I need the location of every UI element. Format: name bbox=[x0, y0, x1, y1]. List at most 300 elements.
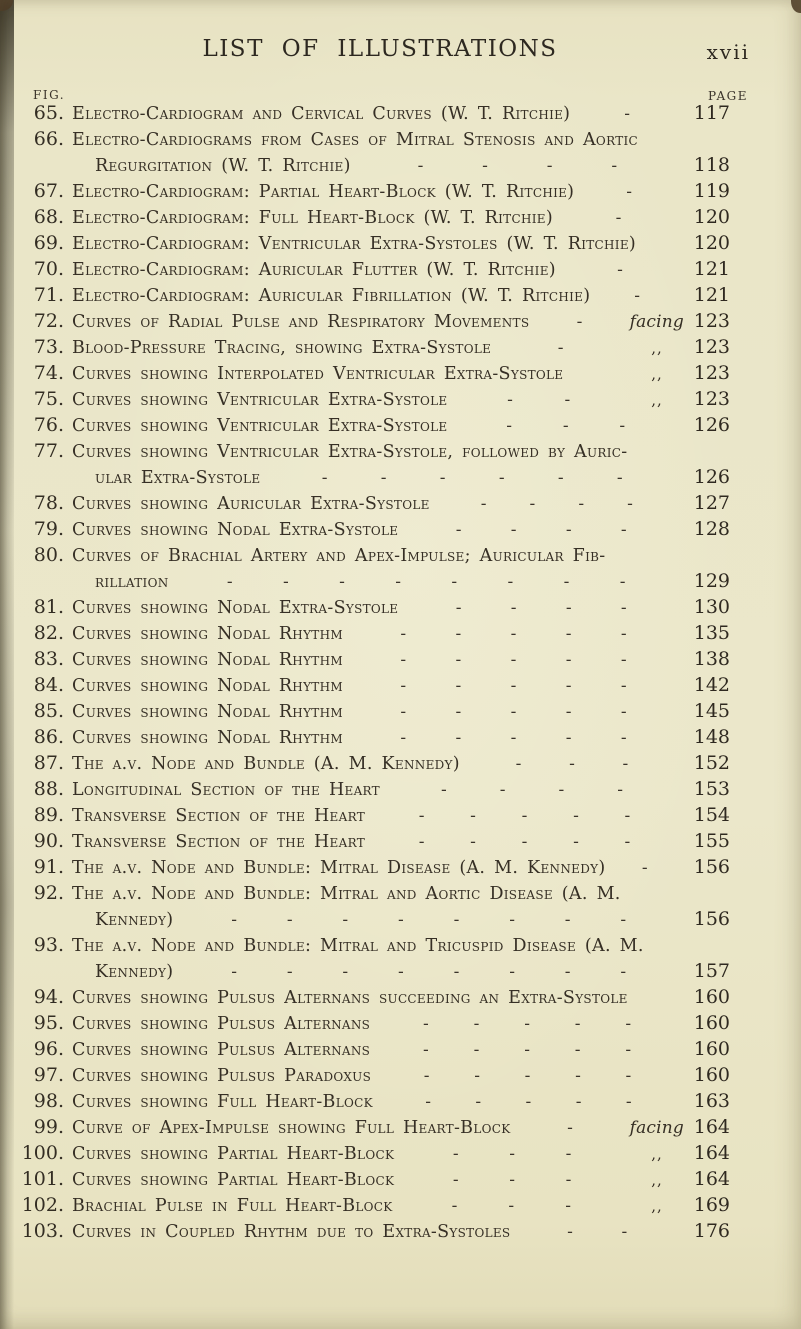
top-left-corner-mark bbox=[0, 0, 13, 11]
entry-title: Electro-Cardiogram: Full Heart-Block (W. T. Ritchie) bbox=[72, 208, 553, 228]
leader-dash: - bbox=[573, 832, 579, 852]
leader-dashes bbox=[351, 624, 676, 644]
toc-row bbox=[0, 960, 730, 986]
leader-dash: - bbox=[575, 1066, 581, 1086]
leader-dash: - bbox=[617, 260, 623, 280]
leader-dash: - bbox=[521, 832, 528, 852]
leader-dash: - bbox=[558, 780, 565, 800]
page-ref: 128 bbox=[693, 518, 730, 540]
entry-number: 83. bbox=[33, 648, 64, 670]
page-ref: 126 bbox=[693, 466, 730, 488]
leader-dash: - bbox=[625, 1040, 632, 1060]
leader-dash: - bbox=[455, 676, 462, 696]
entry-number: 101. bbox=[21, 1168, 64, 1190]
leader-dashes bbox=[406, 520, 676, 540]
toc-row bbox=[0, 908, 730, 934]
page-ref: 120 bbox=[693, 232, 730, 254]
leader-dash: - bbox=[423, 1066, 430, 1086]
entry-title: Curves showing Nodal Rhythm bbox=[72, 650, 343, 670]
entry-number: 82. bbox=[33, 622, 64, 644]
page-ref: 148 bbox=[693, 726, 730, 748]
entry-title: Curves showing Nodal Rhythm bbox=[72, 624, 343, 644]
leader-dashes bbox=[406, 598, 676, 618]
leader-dash: - bbox=[578, 494, 585, 514]
leader-dash: - bbox=[620, 962, 627, 982]
leader-dash: - bbox=[510, 650, 517, 670]
page-ref: 123 bbox=[693, 388, 730, 410]
entry-title: Kennedy) bbox=[95, 962, 174, 982]
leader-dash: - bbox=[564, 910, 571, 930]
page-ref: 156 bbox=[693, 856, 730, 878]
leader-dash: - bbox=[565, 1196, 571, 1216]
leader-dash: - bbox=[499, 780, 506, 800]
page-ref: 176 bbox=[693, 1220, 730, 1242]
page-ref: 160 bbox=[693, 1064, 730, 1086]
leader-dash: - bbox=[400, 728, 407, 748]
page-ref: 129 bbox=[693, 570, 730, 592]
leader-dash: - bbox=[619, 572, 626, 592]
page-ref: 123 bbox=[693, 362, 730, 384]
page-ref: 138 bbox=[693, 648, 730, 670]
toc-row bbox=[0, 336, 730, 362]
leader-dash: - bbox=[624, 806, 631, 826]
entry-number: 84. bbox=[33, 674, 64, 696]
illustration-list bbox=[0, 102, 801, 1246]
leader-dashes bbox=[268, 468, 676, 488]
leader-dash: - bbox=[482, 156, 488, 176]
entry-number: 95. bbox=[33, 1012, 64, 1034]
leader-dash: - bbox=[510, 624, 517, 644]
leader-dash: - bbox=[453, 962, 460, 982]
leader-dash: - bbox=[380, 468, 387, 488]
toc-row bbox=[0, 986, 730, 1012]
entry-title: Curves showing Nodal Rhythm bbox=[72, 702, 343, 722]
page-ref: 135 bbox=[693, 622, 730, 644]
page-ref: 142 bbox=[693, 674, 730, 696]
leader-dash: - bbox=[626, 182, 633, 202]
leader-dash: - bbox=[620, 702, 627, 722]
entry-title: The a.v. Node and Bundle: Mitral and Aortic Disease (A. M. bbox=[72, 884, 621, 904]
ditto-mark: ,, bbox=[651, 1197, 663, 1215]
leader-dash: - bbox=[524, 1040, 530, 1060]
leader-dash: - bbox=[452, 1144, 459, 1164]
leader-dashes bbox=[402, 1170, 622, 1190]
entry-number: 72. bbox=[33, 310, 64, 332]
toc-row bbox=[0, 752, 730, 778]
leader-dash: - bbox=[451, 572, 458, 592]
leader-dash: - bbox=[455, 624, 462, 644]
entry-title: The a.v. Node and Bundle: Mitral and Tricuspid Disease (A. M. bbox=[72, 936, 644, 956]
entry-number: 77. bbox=[33, 440, 64, 462]
entry-title: Curves showing Nodal Rhythm bbox=[72, 728, 343, 748]
entry-title: Curve of Apex-Impulse showing Full Heart-Block bbox=[72, 1118, 511, 1138]
toc-row bbox=[0, 1116, 730, 1142]
leader-dash: - bbox=[423, 1040, 429, 1060]
leader-dash: - bbox=[395, 572, 402, 592]
leader-dash: - bbox=[507, 572, 514, 592]
leader-dash: - bbox=[565, 702, 572, 722]
folio-page-number: xvii bbox=[706, 40, 750, 64]
entry-title: Curves showing Pulsus Alternans bbox=[72, 1040, 371, 1060]
leader-dash: - bbox=[439, 468, 446, 488]
entry-title: Electro-Cardiograms from Cases of Mitral Stenosis and Aortic bbox=[72, 130, 639, 150]
leader-dash: - bbox=[425, 1092, 432, 1112]
leader-dash: - bbox=[510, 702, 517, 722]
entry-title: Curves showing Full Heart-Block bbox=[72, 1092, 373, 1112]
leader-dash: - bbox=[509, 1144, 515, 1164]
leader-dashes bbox=[381, 1092, 676, 1112]
entry-title: Electro-Cardiogram: Auricular Fibrillation (W. T. Ritchie) bbox=[72, 286, 591, 306]
entry-number: 65. bbox=[33, 102, 64, 124]
toc-row bbox=[0, 648, 730, 674]
leader-dash: - bbox=[619, 416, 626, 436]
toc-row bbox=[0, 856, 730, 882]
toc-row bbox=[0, 1038, 730, 1064]
page-ref: 145 bbox=[693, 700, 730, 722]
entry-title: Curves of Radial Pulse and Respiratory Movements bbox=[72, 312, 530, 332]
facing-label: facing bbox=[629, 1118, 684, 1138]
leader-dashes bbox=[401, 1196, 622, 1216]
toc-row bbox=[0, 258, 730, 284]
toc-row bbox=[0, 544, 730, 570]
leader-dashes bbox=[351, 728, 676, 748]
toc-row bbox=[0, 778, 730, 804]
leader-dashes bbox=[373, 806, 676, 826]
leader-dashes bbox=[537, 312, 621, 332]
entry-title: Electro-Cardiogram and Cervical Curves (W. T. Ritchie) bbox=[72, 104, 571, 124]
leader-dash: - bbox=[627, 494, 633, 514]
entry-number: 102. bbox=[21, 1194, 64, 1216]
toc-row bbox=[0, 206, 730, 232]
entry-number: 99. bbox=[33, 1116, 64, 1138]
page-ref: 118 bbox=[693, 154, 730, 176]
leader-dash: - bbox=[620, 910, 627, 930]
page-ref: 169 bbox=[693, 1194, 730, 1216]
page-ref: 160 bbox=[693, 1038, 730, 1060]
leader-dash: - bbox=[510, 598, 517, 618]
entry-number: 66. bbox=[33, 128, 64, 150]
toc-row bbox=[0, 102, 730, 128]
entry-number: 73. bbox=[33, 336, 64, 358]
facing-label: facing bbox=[629, 312, 684, 332]
leader-dashes bbox=[468, 754, 676, 774]
leader-dash: - bbox=[509, 910, 515, 930]
ditto-mark: ,, bbox=[651, 1171, 663, 1189]
leader-dash: - bbox=[565, 1170, 572, 1190]
page-title: LIST OF ILLUSTRATIONS bbox=[202, 36, 558, 62]
entry-number: 79. bbox=[33, 518, 64, 540]
leader-dash: - bbox=[400, 650, 407, 670]
leader-dash: - bbox=[506, 416, 512, 436]
leader-dash: - bbox=[625, 1014, 632, 1034]
page-ref: 164 bbox=[693, 1168, 730, 1190]
toc-row bbox=[0, 492, 730, 518]
entry-title: The a.v. Node and Bundle (A. M. Kennedy) bbox=[72, 754, 460, 774]
entry-title: Regurgitation (W. T. Ritchie) bbox=[95, 156, 351, 176]
entry-title: Brachial Pulse in Full Heart-Block bbox=[72, 1196, 393, 1216]
entry-title: Curves showing Nodal Rhythm bbox=[72, 676, 343, 696]
entry-title: Transverse Section of the Heart bbox=[72, 832, 366, 852]
leader-dash: - bbox=[524, 1014, 530, 1034]
page-ref: 163 bbox=[693, 1090, 730, 1112]
page-ref: 164 bbox=[693, 1116, 730, 1138]
entry-title: Curves showing Partial Heart-Block bbox=[72, 1170, 395, 1190]
leader-dash: - bbox=[620, 728, 627, 748]
page-ref: 160 bbox=[693, 1012, 730, 1034]
entry-number: 94. bbox=[33, 986, 64, 1008]
leader-dash: - bbox=[480, 494, 487, 514]
leader-dash: - bbox=[455, 598, 462, 618]
toc-row bbox=[0, 232, 730, 258]
leader-dash: - bbox=[474, 1066, 480, 1086]
leader-dash: - bbox=[510, 728, 517, 748]
page-ref: 153 bbox=[693, 778, 730, 800]
leader-dash: - bbox=[418, 806, 425, 826]
leader-dashes bbox=[518, 1222, 676, 1242]
page-ref: 157 bbox=[693, 960, 730, 982]
leader-dash: - bbox=[624, 104, 631, 124]
page-ref: 152 bbox=[693, 752, 730, 774]
leader-dash: - bbox=[321, 468, 328, 488]
leader-dash: - bbox=[452, 1170, 459, 1190]
toc-row bbox=[0, 830, 730, 856]
toc-row bbox=[0, 518, 730, 544]
leader-dash: - bbox=[565, 598, 572, 618]
leader-dashes bbox=[351, 676, 676, 696]
leader-dashes bbox=[351, 702, 676, 722]
leader-dash: - bbox=[573, 806, 579, 826]
entry-number: 85. bbox=[33, 700, 64, 722]
leader-dash: - bbox=[398, 910, 404, 930]
leader-dashes bbox=[351, 650, 676, 670]
entry-title: Curves showing Pulsus Paradoxus bbox=[72, 1066, 372, 1086]
entry-number: 103. bbox=[21, 1220, 64, 1242]
entry-title: Electro-Cardiogram: Partial Heart-Block (W. T. Ritchie) bbox=[72, 182, 575, 202]
leader-dash: - bbox=[509, 962, 515, 982]
leader-dash: - bbox=[342, 962, 349, 982]
entry-number: 67. bbox=[33, 180, 64, 202]
leader-dash: - bbox=[565, 1144, 572, 1164]
entry-title: Curves showing Ventricular Extra-Systole bbox=[72, 390, 448, 410]
entry-title: Blood-Pressure Tracing, showing Extra-Systole bbox=[72, 338, 492, 358]
leader-dash: - bbox=[567, 1222, 573, 1242]
entry-title: Curves showing Partial Heart-Block bbox=[72, 1144, 395, 1164]
leader-dash: - bbox=[565, 650, 572, 670]
leader-dash: - bbox=[624, 832, 631, 852]
toc-row bbox=[0, 622, 730, 648]
entry-number: 71. bbox=[33, 284, 64, 306]
entry-number: 69. bbox=[33, 232, 64, 254]
leader-dashes bbox=[613, 858, 676, 878]
entry-number: 80. bbox=[33, 544, 64, 566]
entry-number: 97. bbox=[33, 1064, 64, 1086]
page-ref: 117 bbox=[693, 102, 730, 124]
entry-title: rillation bbox=[95, 572, 169, 592]
entry-number: 75. bbox=[33, 388, 64, 410]
leader-dashes bbox=[438, 494, 676, 514]
leader-dash: - bbox=[620, 650, 627, 670]
entry-title: Kennedy) bbox=[95, 910, 174, 930]
leader-dash: - bbox=[451, 1196, 458, 1216]
leader-dash: - bbox=[565, 624, 572, 644]
toc-row bbox=[0, 1220, 730, 1246]
entry-number: 81. bbox=[33, 596, 64, 618]
leader-dash: - bbox=[283, 572, 289, 592]
leader-dash: - bbox=[231, 910, 237, 930]
leader-dash: - bbox=[231, 962, 237, 982]
entry-number: 91. bbox=[33, 856, 64, 878]
leader-dash: - bbox=[576, 312, 583, 332]
leader-dashes bbox=[181, 962, 676, 982]
entry-number: 68. bbox=[33, 206, 64, 228]
toc-row bbox=[0, 1194, 730, 1220]
leader-dashes bbox=[561, 208, 676, 228]
leader-dash: - bbox=[546, 156, 553, 176]
leader-dashes bbox=[402, 1144, 622, 1164]
leader-dash: - bbox=[507, 390, 513, 410]
page-ref: 126 bbox=[693, 414, 730, 436]
leader-dash: - bbox=[475, 1092, 482, 1112]
toc-row bbox=[0, 934, 730, 960]
leader-dash: - bbox=[423, 1014, 429, 1034]
page-ref: 127 bbox=[693, 492, 730, 514]
page-ref: 123 bbox=[693, 310, 730, 332]
entry-number: 93. bbox=[33, 934, 64, 956]
leader-dash: - bbox=[286, 962, 293, 982]
page-ref: 121 bbox=[693, 284, 730, 306]
leader-dash: - bbox=[625, 1066, 632, 1086]
leader-dash: - bbox=[342, 910, 349, 930]
leader-dashes bbox=[177, 572, 676, 592]
toc-row bbox=[0, 596, 730, 622]
toc-row bbox=[0, 1064, 730, 1090]
leader-dash: - bbox=[400, 624, 407, 644]
entry-title: Curves showing Ventricular Extra-Systole bbox=[72, 416, 448, 436]
leader-dash: - bbox=[621, 1222, 628, 1242]
leader-dash: - bbox=[509, 1170, 515, 1190]
leader-dash: - bbox=[563, 572, 570, 592]
leader-dash: - bbox=[473, 1014, 480, 1034]
leader-dashes bbox=[373, 832, 676, 852]
toc-row bbox=[0, 362, 730, 388]
page-ref: 130 bbox=[693, 596, 730, 618]
toc-row bbox=[0, 154, 730, 180]
page-ref: 155 bbox=[693, 830, 730, 852]
leader-dash: - bbox=[286, 910, 293, 930]
leader-dash: - bbox=[641, 858, 648, 878]
leader-dashes bbox=[181, 910, 676, 930]
entry-number: 98. bbox=[33, 1090, 64, 1112]
leader-dash: - bbox=[473, 1040, 480, 1060]
leader-dashes bbox=[519, 1118, 622, 1138]
leader-dash: - bbox=[620, 624, 627, 644]
leader-dash: - bbox=[398, 962, 404, 982]
entry-title: The a.v. Node and Bundle: Mitral Disease (A. M. Kennedy) bbox=[72, 858, 606, 878]
page-ref: 123 bbox=[693, 336, 730, 358]
ditto-mark: ,, bbox=[651, 391, 663, 409]
entry-title: Transverse Section of the Heart bbox=[72, 806, 366, 826]
entry-title: Curves in Coupled Rhythm due to Extra-Systoles bbox=[72, 1222, 511, 1242]
leader-dash: - bbox=[470, 806, 476, 826]
entry-title: Curves showing Auricular Extra-Systole bbox=[72, 494, 430, 514]
entry-number: 87. bbox=[33, 752, 64, 774]
toc-row bbox=[0, 700, 730, 726]
leader-dash: - bbox=[455, 520, 462, 540]
entry-title: Curves showing Interpolated Ventricular Extra-Systole bbox=[72, 364, 564, 384]
leader-dashes bbox=[378, 1014, 676, 1034]
leader-dashes bbox=[564, 260, 676, 280]
ditto-mark: ,, bbox=[651, 1145, 663, 1163]
leader-dash: - bbox=[515, 754, 522, 774]
entry-number: 88. bbox=[33, 778, 64, 800]
top-right-corner-mark bbox=[791, 0, 801, 13]
leader-dashes bbox=[499, 338, 622, 358]
toc-row bbox=[0, 570, 730, 596]
entry-number: 70. bbox=[33, 258, 64, 280]
page-ref: 121 bbox=[693, 258, 730, 280]
leader-dash: - bbox=[417, 156, 424, 176]
toc-row bbox=[0, 128, 730, 154]
leader-dash: - bbox=[508, 1196, 515, 1216]
entry-title: Curves showing Ventricular Extra-Systole, followed by Auric- bbox=[72, 442, 628, 462]
page-ref: 160 bbox=[693, 986, 730, 1008]
entry-title: Curves of Brachial Artery and Apex-Impulse; Auricular Fib- bbox=[72, 546, 606, 566]
leader-dashes bbox=[388, 780, 676, 800]
leader-dash: - bbox=[453, 910, 460, 930]
leader-dash: - bbox=[226, 572, 233, 592]
toc-row bbox=[0, 310, 730, 336]
fig-column-label: FIG. bbox=[33, 88, 66, 102]
leader-dashes bbox=[455, 390, 622, 410]
toc-row bbox=[0, 414, 730, 440]
leader-dash: - bbox=[575, 1092, 582, 1112]
leader-dash: - bbox=[562, 416, 569, 436]
leader-dash: - bbox=[470, 832, 476, 852]
entry-number: 78. bbox=[33, 492, 64, 514]
entry-title: Curves showing Nodal Extra-Systole bbox=[72, 598, 399, 618]
entry-title: Curves showing Pulsus Alternans succeeding an Extra-Systole bbox=[72, 988, 628, 1008]
leader-dash: - bbox=[400, 676, 407, 696]
entry-title: Electro-Cardiogram: Auricular Flutter (W. T. Ritchie) bbox=[72, 260, 556, 280]
toc-row bbox=[0, 674, 730, 700]
page-ref: 156 bbox=[693, 908, 730, 930]
leader-dash: - bbox=[557, 468, 564, 488]
leader-dash: - bbox=[455, 702, 462, 722]
leader-dash: - bbox=[440, 780, 447, 800]
toc-row bbox=[0, 180, 730, 206]
entry-number: 96. bbox=[33, 1038, 64, 1060]
entry-number: 76. bbox=[33, 414, 64, 436]
entry-title: Longitudinal Section of the Heart bbox=[72, 780, 380, 800]
leader-dash: - bbox=[565, 728, 572, 748]
leader-dash: - bbox=[510, 520, 517, 540]
page-ref: 154 bbox=[693, 804, 730, 826]
leader-dash: - bbox=[564, 390, 571, 410]
toc-row bbox=[0, 1012, 730, 1038]
toc-row bbox=[0, 388, 730, 414]
leader-dashes bbox=[455, 416, 676, 436]
leader-dash: - bbox=[625, 1092, 632, 1112]
leader-dashes bbox=[379, 1066, 676, 1086]
leader-dash: - bbox=[567, 1118, 573, 1138]
leader-dash: - bbox=[524, 1066, 531, 1086]
leader-dash: - bbox=[455, 728, 462, 748]
leader-dash: - bbox=[455, 650, 462, 670]
leader-dash: - bbox=[634, 286, 641, 306]
entry-number: 74. bbox=[33, 362, 64, 384]
toc-row bbox=[0, 284, 730, 310]
leader-dash: - bbox=[574, 1014, 581, 1034]
